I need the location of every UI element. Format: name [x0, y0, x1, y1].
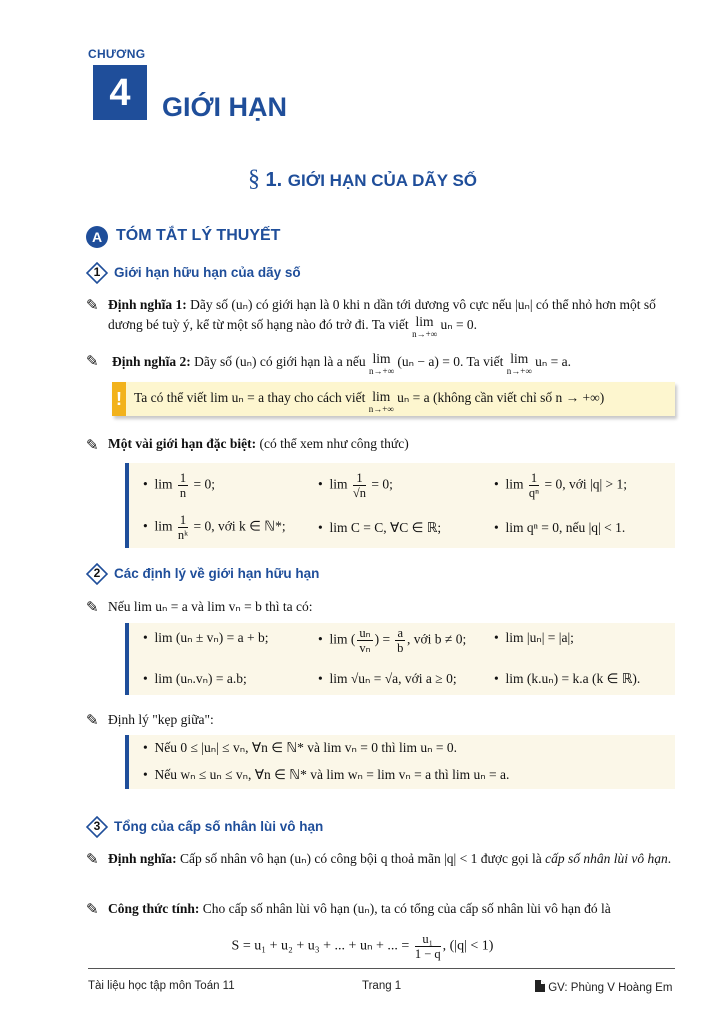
special-limit-5: • lim C = C, ∀C ∈ ℝ;: [318, 520, 442, 535]
document-icon: [535, 982, 548, 994]
pencil-icon: ✎: [86, 298, 99, 314]
subheading-1-title: Giới hạn hữu hạn của dãy số: [114, 265, 301, 280]
theorem-box: [125, 623, 675, 695]
sum-formula: S = u₁ + u₂ + u₃ + ... + uₙ + ... = $\frac{\text{u₁}}{1 - q}$ , (|q| < 1): [231, 932, 494, 961]
footer-divider: [88, 968, 675, 969]
chapter-number: 4: [93, 65, 147, 120]
special-limit-4: • lim $\frac{1}{\text{nᵏ}}$ = 0, với k ∈ ℕ*;: [143, 513, 286, 542]
theorem-1: • lim (uₙ ± vₙ) = a + b;: [143, 630, 269, 645]
chapter-title: GIỚI HẠN: [162, 92, 288, 122]
section-title-text: GIỚI HẠN CỦA DÃY SỐ: [287, 171, 478, 190]
pencil-icon: ✎: [86, 438, 99, 454]
definition-3: Định nghĩa: Cấp số nhân vô hạn (uₙ) có công bội q thoả mãn |q| < 1 được gọi là cấp số nhân lùi vô hạn.: [108, 851, 672, 866]
pencil-icon: ✎: [86, 713, 99, 729]
theorem-5: • lim √uₙ = √a, với a ≥ 0;: [318, 671, 457, 686]
chapter-label: CHƯƠNG: [88, 47, 146, 61]
exclamation-icon: !: [112, 382, 126, 416]
footer-page: Trang 1: [362, 980, 402, 992]
theorem-3: • lim |uₙ| = |a|;: [494, 630, 574, 645]
section-symbol: §: [247, 166, 260, 192]
formula-definition: Công thức tính: Cho cấp số nhân lùi vô hạn (uₙ), ta có tổng của cấp số nhân lùi vô hạn đó là: [108, 901, 611, 916]
special-limit-1: • lim $\frac{1}{n}$ = 0;: [143, 471, 215, 500]
part-a-title: TÓM TẮT LÝ THUYẾT: [116, 227, 281, 244]
squeeze-title: Định lý "kẹp giữa":: [108, 712, 214, 727]
section-title: [0, 166, 725, 193]
diamond-icon: 2: [86, 563, 108, 585]
definition-2: Định nghĩa 2: Dãy số (uₙ) có giới hạn là a nếu lim n→+∞ (uₙ − a) = 0. Ta viết lim n→+∞ uₙ = a.: [112, 351, 571, 376]
pencil-icon: ✎: [86, 852, 99, 868]
note-text: Ta có thể viết lim uₙ = a thay cho cách viết lim n→+∞ uₙ = a (không cần viết chỉ số n → +∞): [134, 389, 605, 414]
pencil-icon: ✎: [86, 902, 99, 918]
squeeze-item-1: • Nếu 0 ≤ |uₙ| ≤ vₙ, ∀n ∈ ℕ* và lim vₙ = 0 thì lim uₙ = 0.: [143, 740, 457, 755]
pencil-icon: ✎: [86, 600, 99, 616]
part-a-badge: A: [86, 226, 108, 248]
pencil-icon: ✎: [86, 354, 99, 370]
theorem-6: • lim (k.uₙ) = k.a (k ∈ ℝ).: [494, 671, 641, 686]
theorem-2: • lim ( $\frac{\text{uₙ}}{\text{vₙ}}$ ) = $\frac{a}{b}$ , với b ≠ 0;: [318, 626, 467, 655]
footer-left: Tài liệu học tập môn Toán 11: [88, 980, 235, 992]
special-limits-heading: Một vài giới hạn đặc biệt: (có thể xem như công thức): [108, 436, 409, 451]
definition-1: Định nghĩa 1: Dãy số (uₙ) có giới hạn là 0 khi n dần tới dương vô cực nếu |uₙ| có thể nhỏ hơn một số dương bé tuỳ ý, kể từ một số hạng nào đó trở đi. Ta viết lim n→+∞ uₙ = 0.: [108, 297, 656, 339]
subheading-3-title: Tổng của cấp số nhân lùi vô hạn: [114, 819, 324, 834]
diamond-icon: 1: [86, 262, 108, 284]
special-limit-6: • lim qⁿ = 0, nếu |q| < 1.: [494, 520, 626, 535]
footer-right: GV: Phùng V Hoàng Em: [535, 980, 672, 994]
squeeze-item-2: • Nếu wₙ ≤ uₙ ≤ vₙ, ∀n ∈ ℕ* và lim wₙ = lim vₙ = a thì lim uₙ = a.: [143, 767, 510, 782]
note-box: [112, 382, 675, 416]
special-limits-box: [125, 463, 675, 548]
special-limit-2: • lim $\frac{1}{√n}$ = 0;: [318, 471, 393, 500]
theorem-intro: Nếu lim uₙ = a và lim vₙ = b thì ta có:: [108, 599, 313, 614]
diamond-icon: 3: [86, 816, 108, 838]
section-number: 1.: [265, 169, 283, 191]
squeeze-box: [125, 735, 675, 789]
theorem-4: • lim (uₙ.vₙ) = a.b;: [143, 671, 247, 686]
special-limit-3: • lim $\frac{1}{\text{qⁿ}}$ = 0, với |q| > 1;: [494, 471, 628, 500]
subheading-2-title: Các định lý về giới hạn hữu hạn: [114, 566, 320, 581]
